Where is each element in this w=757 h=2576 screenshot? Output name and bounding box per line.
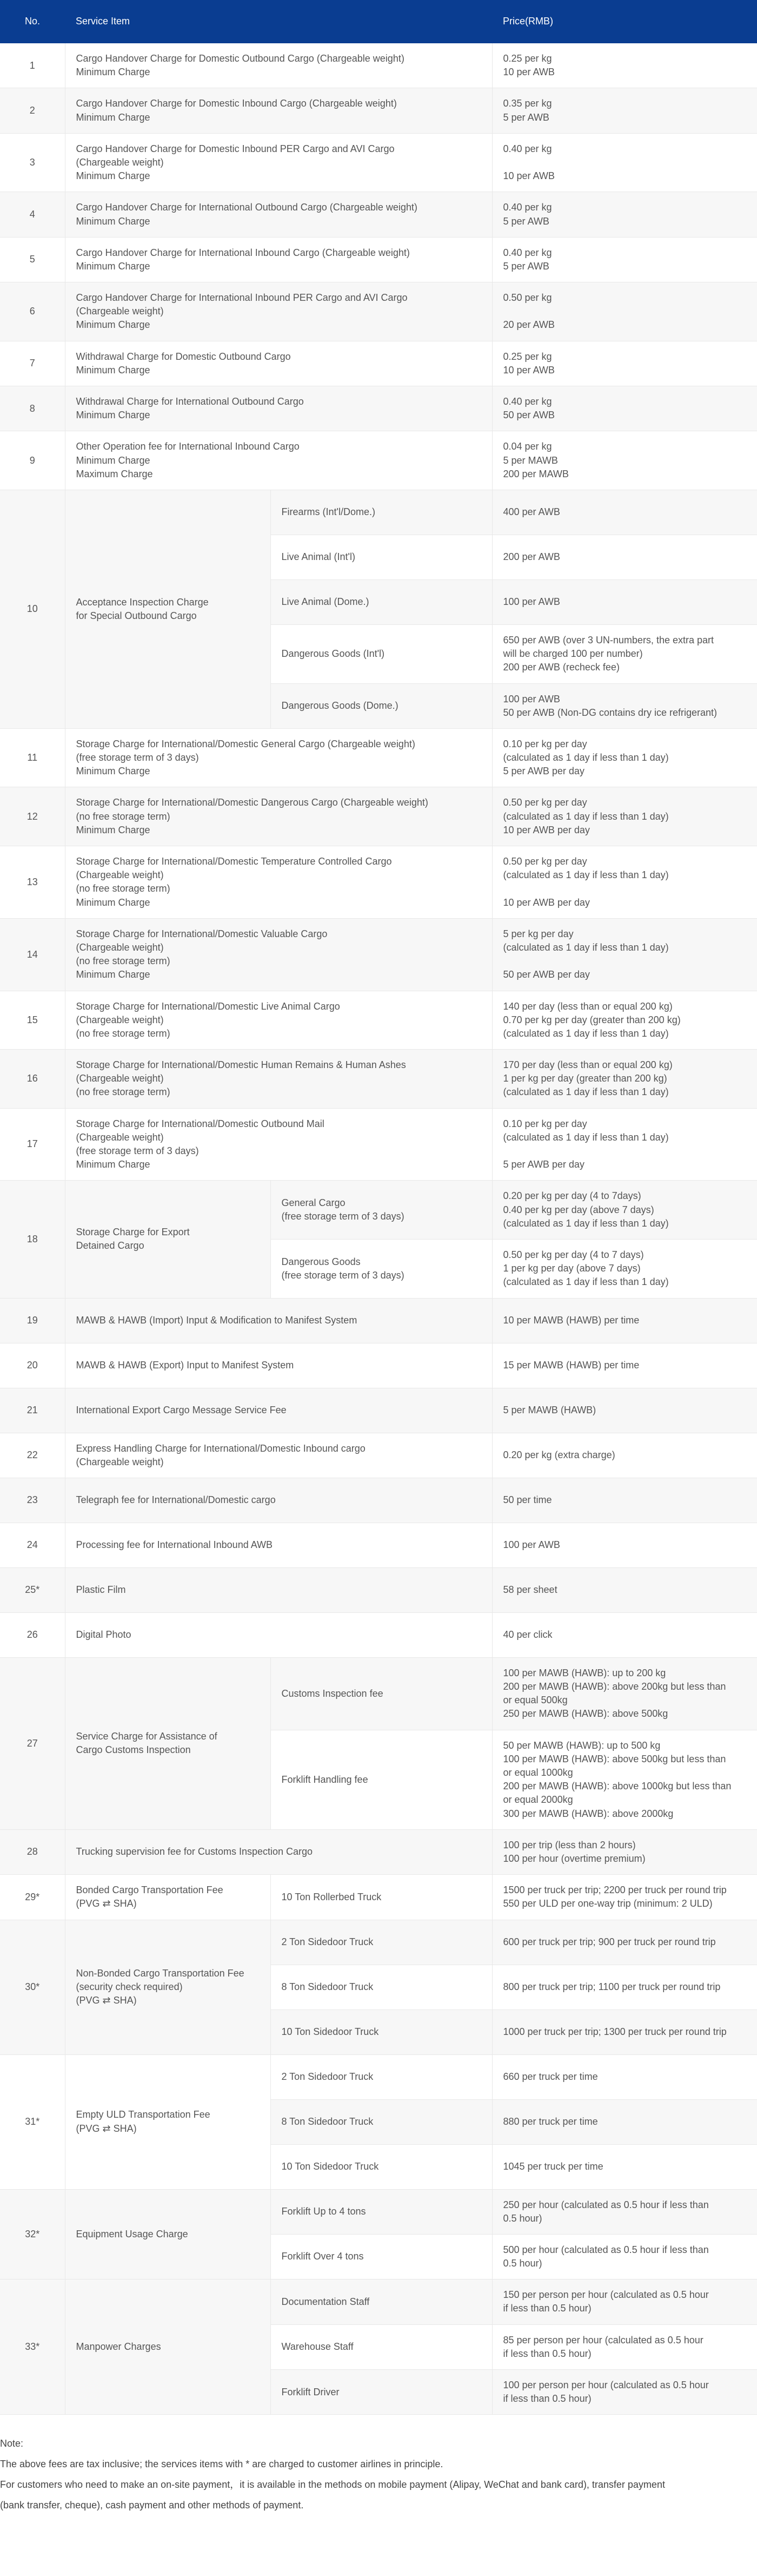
row-number: 33* bbox=[0, 2279, 65, 2415]
table-row bbox=[0, 1181, 757, 1240]
service-item: Cargo Handover Charge for Domestic Outbound Cargo (Chargeable weight) Minimum Charge bbox=[65, 43, 492, 88]
price: 85 per person per hour (calculated as 0.5 hour if less than 0.5 hour) bbox=[492, 2324, 757, 2369]
sub-item: Dangerous Goods (Dome.) bbox=[270, 683, 492, 728]
table-row bbox=[0, 1657, 757, 1730]
row-number: 10 bbox=[0, 490, 65, 728]
sub-item: Forklift Handling fee bbox=[270, 1730, 492, 1829]
row-number: 27 bbox=[0, 1657, 65, 1829]
row-number: 26 bbox=[0, 1612, 65, 1657]
row-number: 22 bbox=[0, 1433, 65, 1478]
table-row bbox=[0, 341, 757, 386]
price: 0.20 per kg per day (4 to 7days) 0.40 per kg per day (above 7 days) (calculated as 1 day if less than 1 day) bbox=[492, 1181, 757, 1240]
price: 0.50 per kg per day (4 to 7 days) 1 per kg per day (above 7 days) (calculated as 1 day if less than 1 day) bbox=[492, 1239, 757, 1298]
sub-item: Dangerous Goods (free storage term of 3 days) bbox=[270, 1239, 492, 1298]
price: 1000 per truck per trip; 1300 per truck per round trip bbox=[492, 2010, 757, 2054]
table-row bbox=[0, 1612, 757, 1657]
header-price: Price(RMB) bbox=[492, 0, 757, 43]
service-item: Storage Charge for International/Domestic Live Animal Cargo (Chargeable weight) (no free storage term) bbox=[65, 991, 492, 1050]
sub-item: Documentation Staff bbox=[270, 2279, 492, 2324]
service-item: Cargo Handover Charge for International Outbound Cargo (Chargeable weight) Minimum Charge bbox=[65, 192, 492, 237]
table-row bbox=[0, 2189, 757, 2234]
service-item: Cargo Handover Charge for International Inbound Cargo (Chargeable weight) Minimum Charge bbox=[65, 237, 492, 282]
price: 0.50 per kg per day (calculated as 1 day if less than 1 day) 10 per AWB per day bbox=[492, 846, 757, 919]
sub-item: Forklift Over 4 tons bbox=[270, 2234, 492, 2279]
price: 50 per MAWB (HAWB): up to 500 kg 100 per MAWB (HAWB): above 500kg but less than or equal 1000kg 200 per MAWB (HAWB): above 1000kg but less than or equal 2000kg 300 per MAWB (HAWB): above 2000kg bbox=[492, 1730, 757, 1829]
note-title: Note: bbox=[0, 2438, 24, 2449]
header-no: No. bbox=[0, 0, 65, 43]
sub-item: Warehouse Staff bbox=[270, 2324, 492, 2369]
table-row bbox=[0, 991, 757, 1050]
service-item: Cargo Handover Charge for Domestic Inbound PER Cargo and AVI Cargo (Chargeable weight) Minimum Charge bbox=[65, 133, 492, 192]
sub-item: 10 Ton Sidedoor Truck bbox=[270, 2010, 492, 2054]
service-item: MAWB & HAWB (Import) Input & Modification to Manifest System bbox=[65, 1298, 492, 1343]
service-item: Storage Charge for International/Domestic Outbound Mail (Chargeable weight) (free storage term of 3 days) Minimum Charge bbox=[65, 1108, 492, 1181]
service-item: Telegraph fee for International/Domestic cargo bbox=[65, 1478, 492, 1523]
price: 250 per hour (calculated as 0.5 hour if less than 0.5 hour) bbox=[492, 2189, 757, 2234]
table-row bbox=[0, 386, 757, 431]
service-item: Withdrawal Charge for International Outbound Cargo Minimum Charge bbox=[65, 386, 492, 431]
table-row bbox=[0, 282, 757, 341]
table-row bbox=[0, 1433, 757, 1478]
service-item: Storage Charge for International/Domestic Valuable Cargo (Chargeable weight) (no free storage term) Minimum Charge bbox=[65, 918, 492, 991]
row-number: 18 bbox=[0, 1181, 65, 1298]
table-row bbox=[0, 1478, 757, 1523]
header-service-item: Service Item bbox=[65, 0, 492, 43]
sub-item: 2 Ton Sidedoor Truck bbox=[270, 2054, 492, 2099]
price: 100 per AWB 50 per AWB (Non-DG contains dry ice refrigerant) bbox=[492, 683, 757, 728]
price: 5 per MAWB (HAWB) bbox=[492, 1388, 757, 1433]
row-number: 5 bbox=[0, 237, 65, 282]
price: 100 per AWB bbox=[492, 1523, 757, 1567]
table-row bbox=[0, 431, 757, 490]
row-number: 31* bbox=[0, 2054, 65, 2189]
service-item: Cargo Handover Charge for Domestic Inbound Cargo (Chargeable weight) Minimum Charge bbox=[65, 88, 492, 133]
price: 660 per truck per time bbox=[492, 2054, 757, 2099]
sub-item: General Cargo (free storage term of 3 days) bbox=[270, 1181, 492, 1240]
row-number: 29* bbox=[0, 1875, 65, 1920]
table-body bbox=[0, 43, 757, 2415]
sub-item: 8 Ton Sidedoor Truck bbox=[270, 2099, 492, 2144]
table-row bbox=[0, 1875, 757, 1920]
service-item: MAWB & HAWB (Export) Input to Manifest System bbox=[65, 1343, 492, 1388]
price: 0.25 per kg 10 per AWB bbox=[492, 341, 757, 386]
service-item: Express Handling Charge for International/Domestic Inbound cargo (Chargeable weight) bbox=[65, 1433, 492, 1478]
row-number: 32* bbox=[0, 2189, 65, 2279]
service-item: Service Charge for Assistance of Cargo Customs Inspection bbox=[65, 1657, 270, 1829]
row-number: 25* bbox=[0, 1567, 65, 1612]
sub-item: 10 Ton Rollerbed Truck bbox=[270, 1875, 492, 1920]
price: 0.04 per kg 5 per MAWB 200 per MAWB bbox=[492, 431, 757, 490]
service-item: Storage Charge for International/Domestic Dangerous Cargo (Chargeable weight) (no free storage term) Minimum Charge bbox=[65, 787, 492, 846]
table-row bbox=[0, 1050, 757, 1109]
sub-item: 2 Ton Sidedoor Truck bbox=[270, 1920, 492, 1965]
price: 0.25 per kg 10 per AWB bbox=[492, 43, 757, 88]
service-item: Bonded Cargo Transportation Fee (PVG ⇄ SHA) bbox=[65, 1875, 270, 1920]
service-item: Plastic Film bbox=[65, 1567, 492, 1612]
row-number: 9 bbox=[0, 431, 65, 490]
service-item: Cargo Handover Charge for International Inbound PER Cargo and AVI Cargo (Chargeable weight) Minimum Charge bbox=[65, 282, 492, 341]
service-item: Storage Charge for International/Domestic General Cargo (Chargeable weight) (free storage term of 3 days) Minimum Charge bbox=[65, 728, 492, 787]
price: 100 per trip (less than 2 hours) 100 per hour (overtime premium) bbox=[492, 1829, 757, 1874]
price: 0.50 per kg 20 per AWB bbox=[492, 282, 757, 341]
table-row bbox=[0, 1567, 757, 1612]
price: 880 per truck per time bbox=[492, 2099, 757, 2144]
price: 0.40 per kg 5 per AWB bbox=[492, 237, 757, 282]
table-row bbox=[0, 192, 757, 237]
row-number: 24 bbox=[0, 1523, 65, 1567]
row-number: 28 bbox=[0, 1829, 65, 1874]
note-line-2: For customers who need to make an on-site payment，it is available in the methods on mobile payment (Alipay, WeChat and bank card), transfer payment (bank transfer, cheque), cash payment and other methods of payment. bbox=[0, 2479, 665, 2511]
price: 600 per truck per trip; 900 per truck per round trip bbox=[492, 1920, 757, 1965]
row-number: 16 bbox=[0, 1050, 65, 1109]
row-number: 8 bbox=[0, 386, 65, 431]
table-row bbox=[0, 1108, 757, 1181]
table-row bbox=[0, 846, 757, 919]
table-row bbox=[0, 490, 757, 535]
sub-item: Dangerous Goods (Int'l) bbox=[270, 624, 492, 683]
sub-item: Live Animal (Dome.) bbox=[270, 579, 492, 624]
price: 5 per kg per day (calculated as 1 day if less than 1 day) 50 per AWB per day bbox=[492, 918, 757, 991]
price: 0.50 per kg per day (calculated as 1 day if less than 1 day) 10 per AWB per day bbox=[492, 787, 757, 846]
price: 0.10 per kg per day (calculated as 1 day if less than 1 day) 5 per AWB per day bbox=[492, 728, 757, 787]
row-number: 7 bbox=[0, 341, 65, 386]
price: 400 per AWB bbox=[492, 490, 757, 535]
price: 100 per MAWB (HAWB): up to 200 kg 200 per MAWB (HAWB): above 200kg but less than or equal 500kg 250 per MAWB (HAWB): above 500kg bbox=[492, 1657, 757, 1730]
row-number: 21 bbox=[0, 1388, 65, 1433]
row-number: 17 bbox=[0, 1108, 65, 1181]
price: 50 per time bbox=[492, 1478, 757, 1523]
service-item: International Export Cargo Message Service Fee bbox=[65, 1388, 492, 1433]
table-row bbox=[0, 237, 757, 282]
row-number: 14 bbox=[0, 918, 65, 991]
price: 500 per hour (calculated as 0.5 hour if less than 0.5 hour) bbox=[492, 2234, 757, 2279]
service-item: Storage Charge for International/Domestic Temperature Controlled Cargo (Chargeable weight) (no free storage term) Minimum Charge bbox=[65, 846, 492, 919]
table-row bbox=[0, 88, 757, 133]
table-row bbox=[0, 787, 757, 846]
price: 1500 per truck per trip; 2200 per truck per round trip 550 per ULD per one-way trip (minimum: 2 ULD) bbox=[492, 1875, 757, 1920]
price: 140 per day (less than or equal 200 kg) 0.70 per kg per day (greater than 200 kg) (calculated as 1 day if less than 1 day) bbox=[492, 991, 757, 1050]
row-number: 23 bbox=[0, 1478, 65, 1523]
price: 10 per MAWB (HAWB) per time bbox=[492, 1298, 757, 1343]
table-row bbox=[0, 728, 757, 787]
sub-item: Live Animal (Int'l) bbox=[270, 535, 492, 579]
row-number: 19 bbox=[0, 1298, 65, 1343]
table-row bbox=[0, 43, 757, 88]
sub-item: 10 Ton Sidedoor Truck bbox=[270, 2144, 492, 2189]
price: 0.40 per kg 10 per AWB bbox=[492, 133, 757, 192]
price: 170 per day (less than or equal 200 kg) 1 per kg per day (greater than 200 kg) (calculated as 1 day if less than 1 day) bbox=[492, 1050, 757, 1109]
price: 200 per AWB bbox=[492, 535, 757, 579]
table-row bbox=[0, 1920, 757, 1965]
service-item: Storage Charge for Export Detained Cargo bbox=[65, 1181, 270, 1298]
price: 0.10 per kg per day (calculated as 1 day if less than 1 day) 5 per AWB per day bbox=[492, 1108, 757, 1181]
service-item: Acceptance Inspection Charge for Special Outbound Cargo bbox=[65, 490, 270, 728]
table-row bbox=[0, 918, 757, 991]
table-header-row bbox=[0, 0, 757, 43]
service-item: Empty ULD Transportation Fee (PVG ⇄ SHA) bbox=[65, 2054, 270, 2189]
note-block bbox=[0, 2415, 757, 2515]
service-item: Trucking supervision fee for Customs Inspection Cargo bbox=[65, 1829, 492, 1874]
row-number: 2 bbox=[0, 88, 65, 133]
table-row bbox=[0, 2279, 757, 2324]
table-row bbox=[0, 1343, 757, 1388]
service-item: Withdrawal Charge for Domestic Outbound Cargo Minimum Charge bbox=[65, 341, 492, 386]
price: 100 per person per hour (calculated as 0.5 hour if less than 0.5 hour) bbox=[492, 2370, 757, 2415]
sub-item: Forklift Driver bbox=[270, 2370, 492, 2415]
row-number: 6 bbox=[0, 282, 65, 341]
price: 0.20 per kg (extra charge) bbox=[492, 1433, 757, 1478]
price: 0.40 per kg 50 per AWB bbox=[492, 386, 757, 431]
table-row bbox=[0, 133, 757, 192]
row-number: 20 bbox=[0, 1343, 65, 1388]
price: 150 per person per hour (calculated as 0.5 hour if less than 0.5 hour) bbox=[492, 2279, 757, 2324]
service-item: Other Operation fee for International Inbound Cargo Minimum Charge Maximum Charge bbox=[65, 431, 492, 490]
row-number: 12 bbox=[0, 787, 65, 846]
service-item: Manpower Charges bbox=[65, 2279, 270, 2415]
table-row bbox=[0, 1388, 757, 1433]
row-number: 15 bbox=[0, 991, 65, 1050]
price: 800 per truck per trip; 1100 per truck per round trip bbox=[492, 1965, 757, 2010]
table-row bbox=[0, 1523, 757, 1567]
price: 40 per click bbox=[492, 1612, 757, 1657]
service-item: Non-Bonded Cargo Transportation Fee (security check required) (PVG ⇄ SHA) bbox=[65, 1920, 270, 2054]
price: 100 per AWB bbox=[492, 579, 757, 624]
price: 0.35 per kg 5 per AWB bbox=[492, 88, 757, 133]
sub-item: Customs Inspection fee bbox=[270, 1657, 492, 1730]
price: 1045 per truck per time bbox=[492, 2144, 757, 2189]
price: 15 per MAWB (HAWB) per time bbox=[492, 1343, 757, 1388]
service-item: Processing fee for International Inbound AWB bbox=[65, 1523, 492, 1567]
service-item: Equipment Usage Charge bbox=[65, 2189, 270, 2279]
service-item: Storage Charge for International/Domestic Human Remains & Human Ashes (Chargeable weight) (no free storage term) bbox=[65, 1050, 492, 1109]
price: 0.40 per kg 5 per AWB bbox=[492, 192, 757, 237]
sub-item: 8 Ton Sidedoor Truck bbox=[270, 1965, 492, 2010]
table-row bbox=[0, 2054, 757, 2099]
price: 650 per AWB (over 3 UN-numbers, the extra part will be charged 100 per number) 200 per AWB (recheck fee) bbox=[492, 624, 757, 683]
row-number: 13 bbox=[0, 846, 65, 919]
row-number: 30* bbox=[0, 1920, 65, 2054]
row-number: 1 bbox=[0, 43, 65, 88]
row-number: 4 bbox=[0, 192, 65, 237]
row-number: 3 bbox=[0, 133, 65, 192]
table-row bbox=[0, 1829, 757, 1874]
service-item: Digital Photo bbox=[65, 1612, 492, 1657]
table-row bbox=[0, 1298, 757, 1343]
row-number: 11 bbox=[0, 728, 65, 787]
sub-item: Firearms (Int'l/Dome.) bbox=[270, 490, 492, 535]
sub-item: Forklift Up to 4 tons bbox=[270, 2189, 492, 2234]
price: 58 per sheet bbox=[492, 1567, 757, 1612]
note-line-1: The above fees are tax inclusive; the services items with * are charged to customer airlines in principle. bbox=[0, 2459, 443, 2470]
